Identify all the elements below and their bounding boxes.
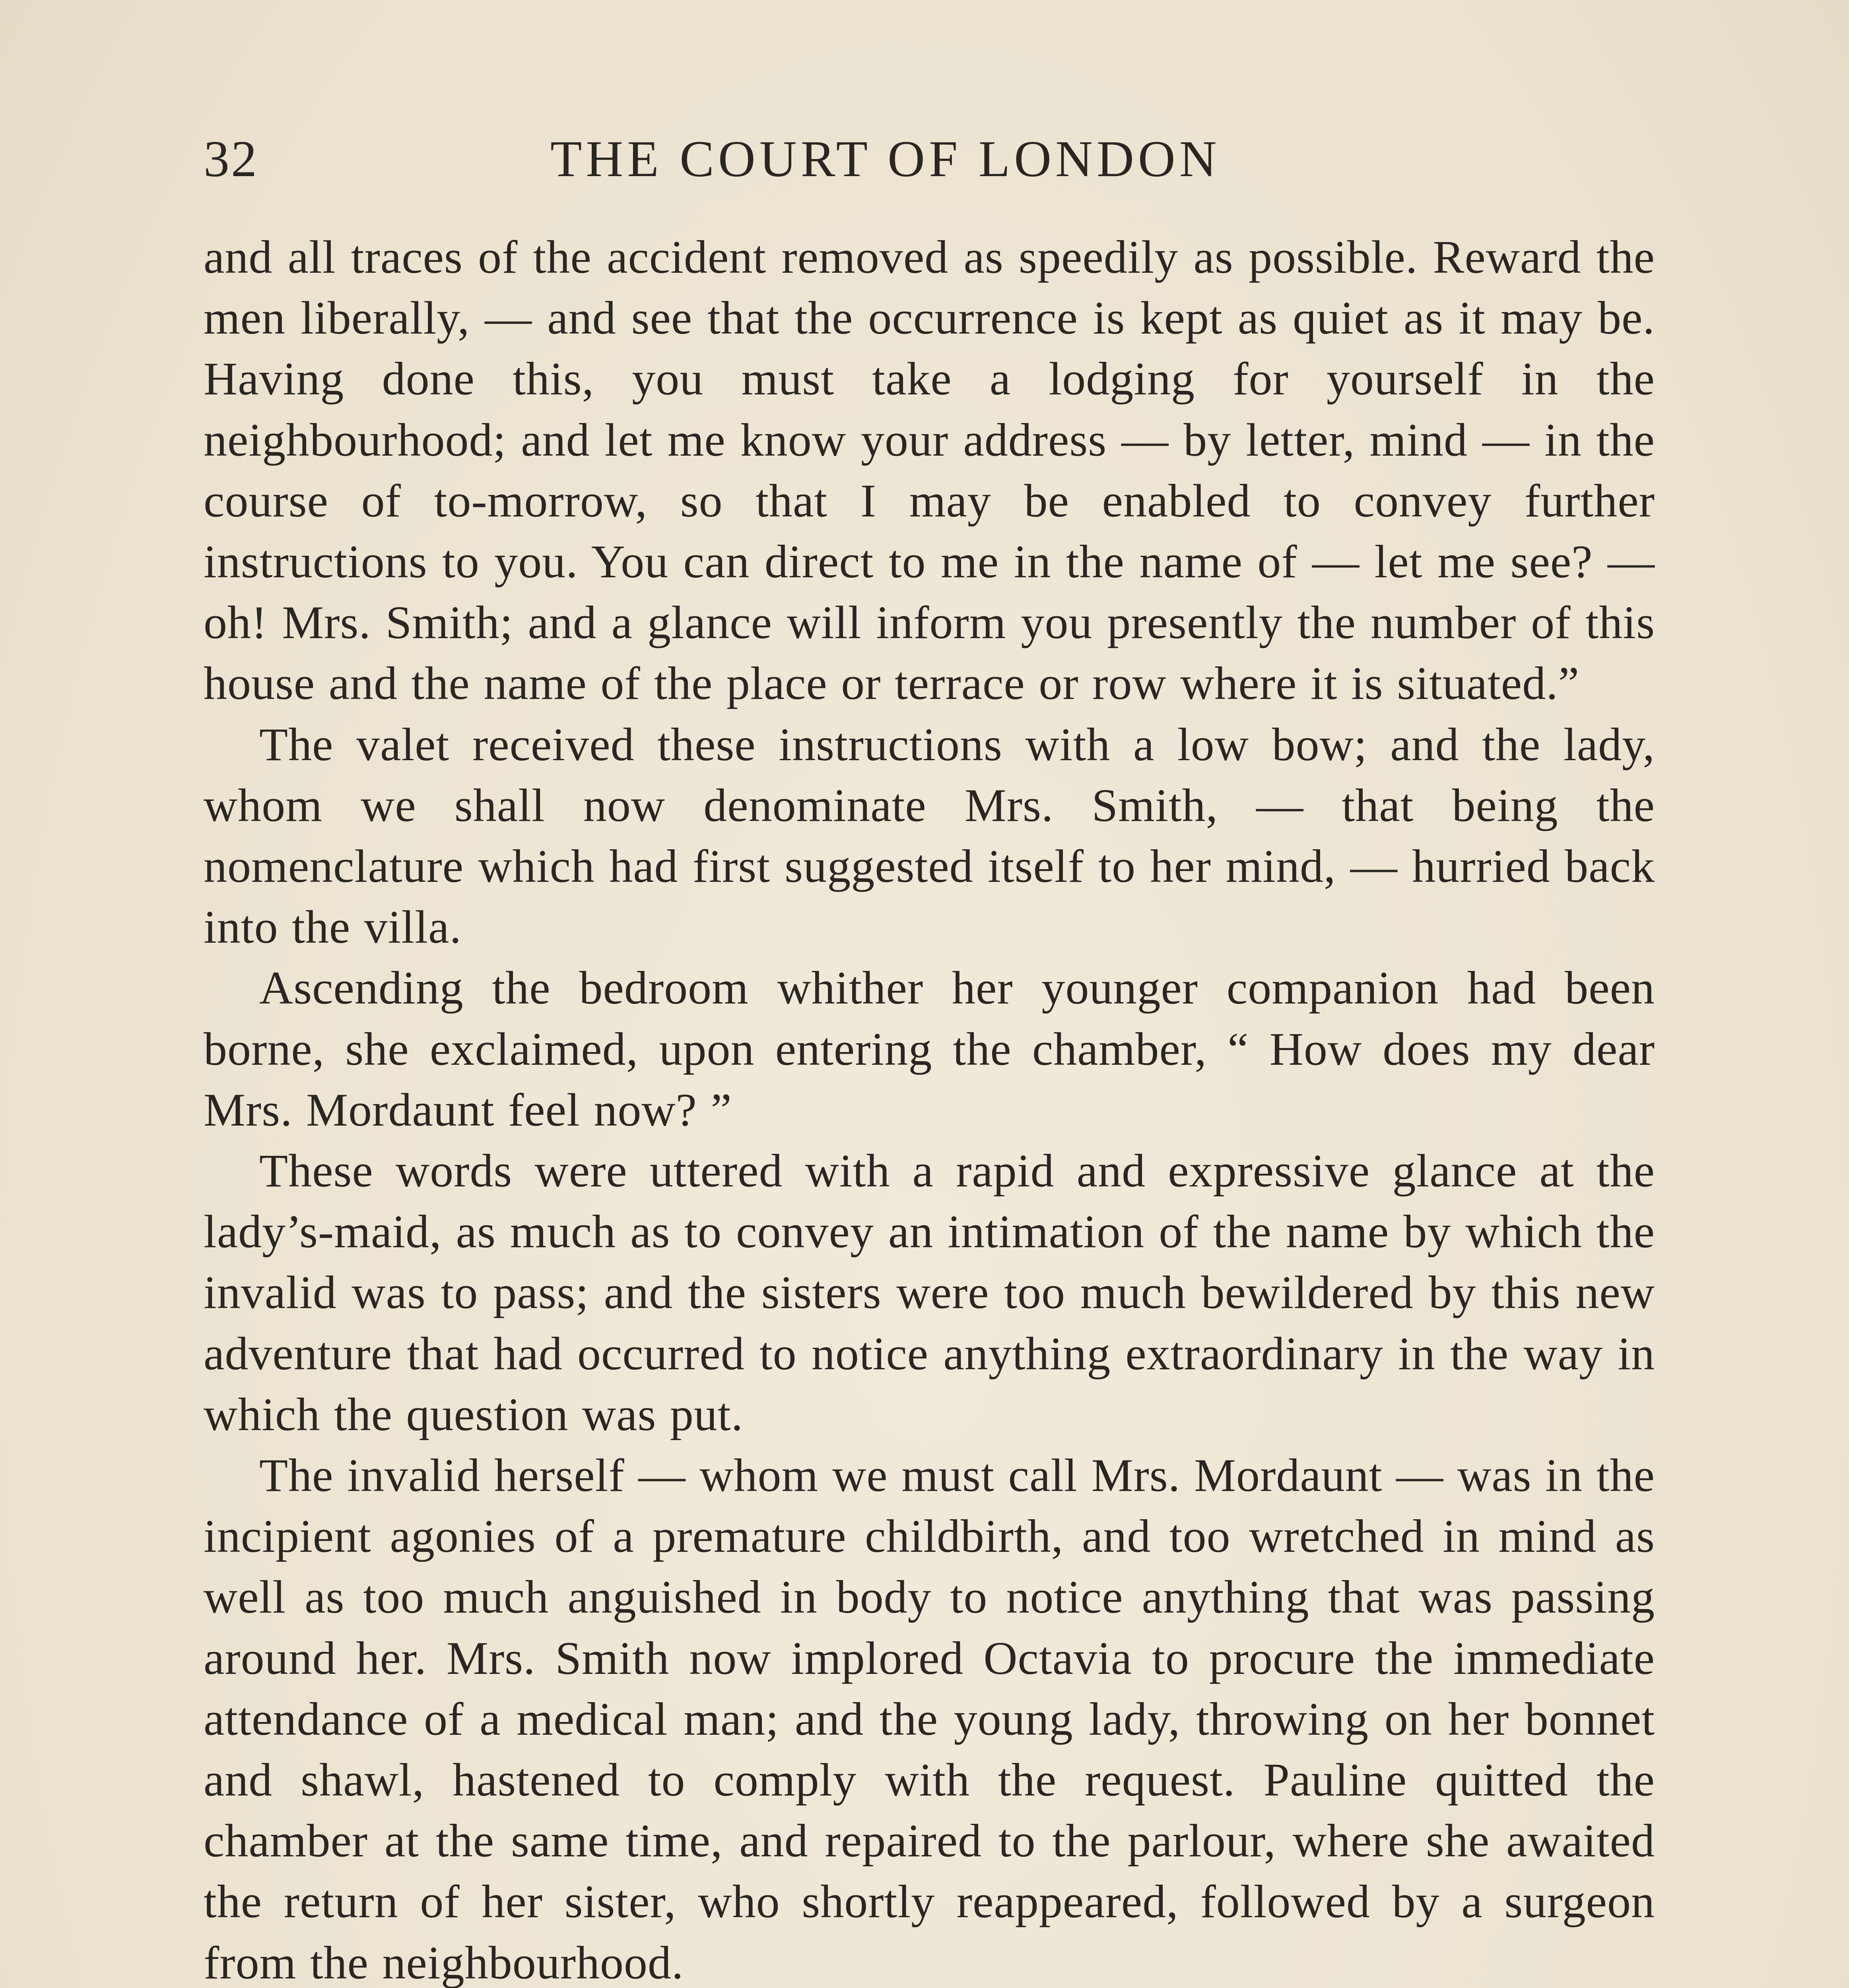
paragraph: The valet received these instructions with a low bow; and the lady, whom we shall now denominate Mrs. Smith, — that being the nomenclature which had first suggested itself to her mind, — hurried back into the villa.	[204, 718, 1655, 953]
body-text	[204, 227, 1655, 1988]
running-title: THE COURT OF LONDON	[550, 130, 1221, 188]
paragraph: These words were uttered with a rapid and expressive glance at the lady’s-maid, as much as to convey an intimation of the name by which the invalid was to pass; and the sisters were too much bewildered by this new adventure that had occurred to notice anything extraordinary in the way in which the question was put.	[204, 1145, 1655, 1441]
paragraph: Ascending the bedroom whither her younger companion had been borne, she exclaimed, upon entering the chamber, “ How does my dear Mrs. Mordaunt feel now? ”	[204, 962, 1655, 1136]
running-head	[204, 119, 1655, 199]
paragraph: The invalid herself — whom we must call Mrs. Mordaunt — was in the incipient agonies of a premature childbirth, and too wretched in mind as well as too much anguished in body to notice anything that was passing around her. Mrs. Smith now implored Octavia to procure the immediate attendance of a medical man; and the young lady, throwing on her bonnet and shawl, hastened to comply with the request. Pauline quitted the chamber at the same time, and repaired to the parlour, where she awaited the return of her sister, who shortly reappeared, followed by a surgeon from the neighbourhood.	[204, 1449, 1655, 1988]
page-number: 32	[204, 130, 258, 188]
paragraph-continued: and all traces of the accident removed as speedily as possible. Reward the men liberally, — and see that the occurrence is kept as quiet as it may be. Having done this, you must take a lodging for yourself in the neighbourhood; and let me know your address — by letter, mind — in the course of to-morrow, so that I may be enabled to convey further instructions to you. You can direct to me in the name of — let me see? — oh! Mrs. Smith; and a glance will inform you presently the number of this house and the name of the place or terrace or row where it is situated.”	[204, 231, 1655, 710]
